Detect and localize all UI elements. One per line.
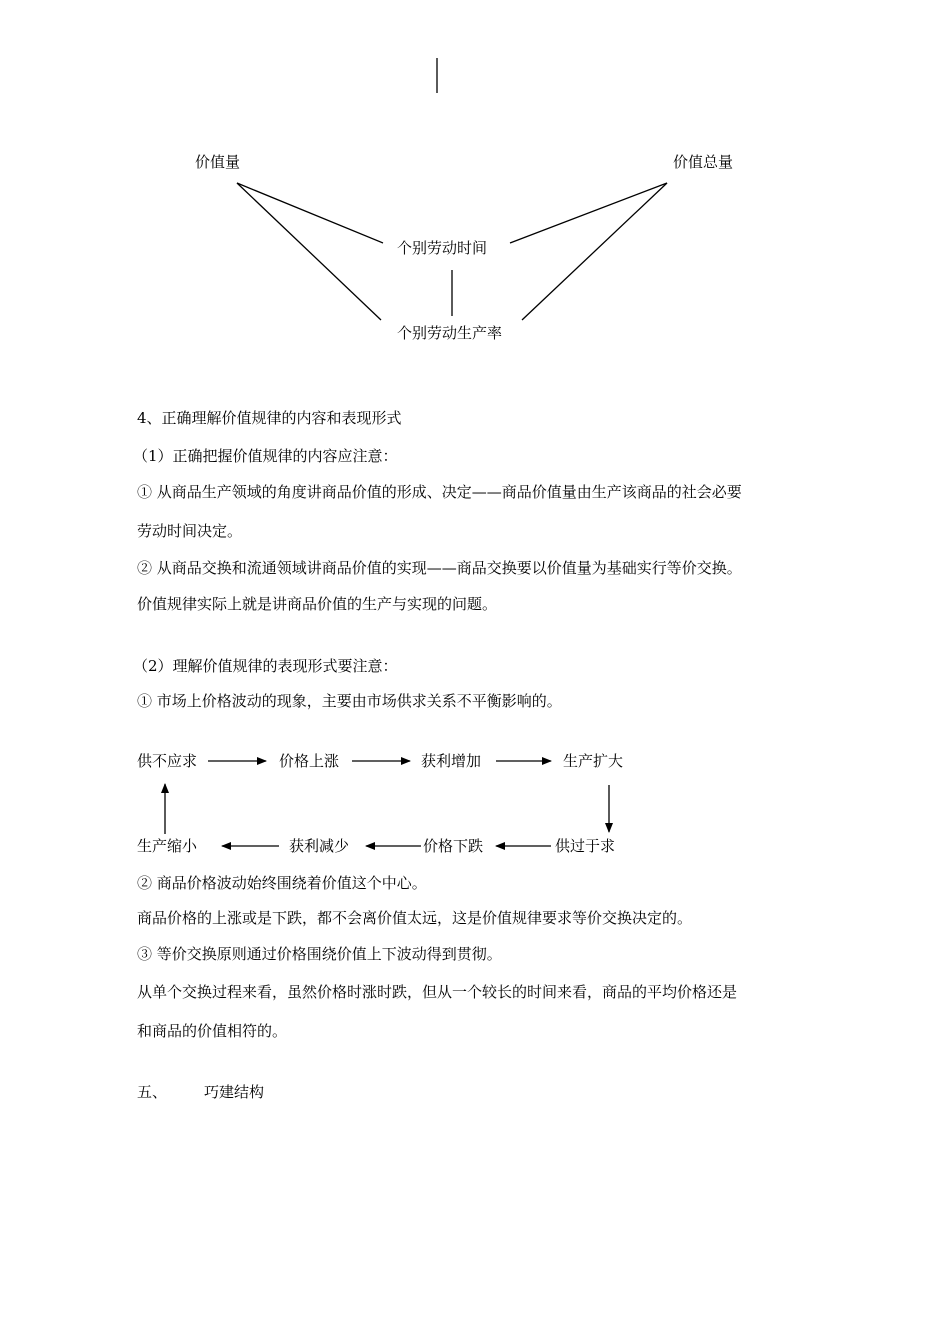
- line-left-to-productivity: [237, 183, 381, 320]
- cycle-profit-decreases: 获利减少: [289, 837, 350, 855]
- section5-title: 巧建结构: [204, 1083, 265, 1101]
- cycle-profit-increases: 获利增加: [421, 752, 482, 770]
- paragraph-8-line1: 从单个交换过程来看，虽然价格时涨时跌，但从一个较长的时间来看，商品的平均价格还是: [137, 983, 738, 1001]
- cycle-price-rises: 价格上涨: [279, 752, 340, 770]
- section5-number: 五、: [137, 1083, 168, 1101]
- section4-heading: 4、正确理解价值规律的内容和表现形式: [137, 409, 402, 427]
- line-right-to-time: [510, 183, 667, 243]
- paragraph-5: ② 商品价格波动始终围绕着价值这个中心。: [137, 874, 427, 892]
- cycle-production-expands: 生产扩大: [563, 752, 624, 770]
- cycle-price-falls: 价格下跌: [423, 837, 484, 855]
- cycle-production-shrinks: 生产缩小: [137, 837, 198, 855]
- cycle-demand-exceeds-supply: 供不应求: [137, 752, 198, 770]
- node-total-value: 价值总量: [673, 153, 734, 171]
- line-left-to-time: [237, 183, 383, 243]
- paragraph-1-line2: 劳动时间决定。: [137, 522, 243, 540]
- line-right-to-productivity: [522, 183, 667, 320]
- paragraph-3: 价值规律实际上就是讲商品价值的生产与实现的问题。: [137, 595, 498, 613]
- paragraph-4: ① 市场上价格波动的现象，主要由市场供求关系不平衡影响的。: [137, 692, 562, 710]
- paragraph-6: 商品价格的上涨或是下跌，都不会离价值太远，这是价值规律要求等价交换决定的。: [137, 909, 693, 927]
- paragraph-2: ② 从商品交换和流通领域讲商品价值的实现——商品交换要以价值量为基础实行等价交换。: [137, 559, 742, 577]
- cycle-supply-exceeds-demand: 供过于求: [555, 837, 616, 855]
- node-value-quantity: 价值量: [195, 153, 241, 171]
- paragraph-7: ③ 等价交换原则通过价格围绕价值上下波动得到贯彻。: [137, 945, 502, 963]
- node-individual-labor-time: 个别劳动时间: [397, 239, 488, 257]
- paragraph-8-line2: 和商品的价值相符的。: [137, 1022, 288, 1040]
- part2-title: （2）理解价值规律的表现形式要注意：: [133, 657, 398, 675]
- paragraph-1-line1: ① 从商品生产领域的角度讲商品价值的形成、决定——商品价值量由生产该商品的社会必要: [137, 483, 742, 501]
- part1-title: （1）正确把握价值规律的内容应注意：: [133, 447, 398, 465]
- node-individual-productivity: 个别劳动生产率: [397, 324, 503, 342]
